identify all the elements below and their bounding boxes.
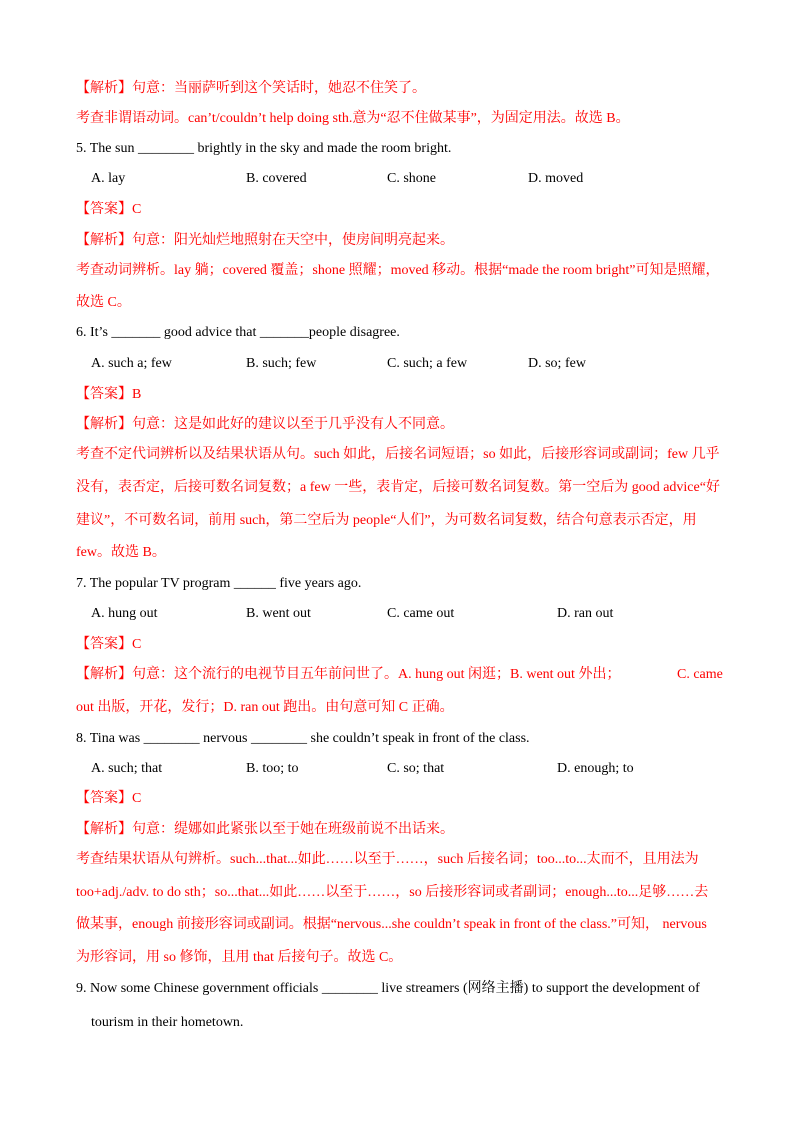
option-b: B. such; few: [246, 356, 317, 371]
option-b: B. too; to: [246, 761, 299, 776]
explanation-line: 【解析】句意：这是如此好的建议以至于几乎没有人不同意。: [76, 417, 454, 432]
option-a: A. such; that: [91, 761, 163, 776]
option-c: C. such; a few: [387, 356, 468, 371]
option-d: D. enough; to: [557, 761, 634, 776]
question-8: 8. Tina was ________ nervous ________ she couldn’t speak in front of the class.: [76, 731, 530, 746]
explanation-line: 【解析】句意：缇娜如此紧张以至于她在班级前说不出话来。: [76, 822, 454, 837]
explanation-line: 故选 C。: [76, 295, 131, 310]
explanation-line: 做某事，enough 前接形容词或副词。根据“nervous...she couldn’t speak in front of the class.”可知， nervous: [76, 917, 707, 932]
option-d: D. ran out: [557, 606, 614, 621]
explanation-line: 【解析】句意：当丽萨听到这个笑话时，她忍不住笑了。: [76, 81, 426, 96]
option-a: A. lay: [91, 171, 126, 186]
option-b: B. covered: [246, 171, 307, 186]
option-c: C. came out: [387, 606, 455, 621]
question-9-continued: tourism in their hometown.: [91, 1015, 244, 1030]
explanation-line: 考查结果状语从句辨析。such...that...如此……以至于……，such 后接名词；too...to...太而不，且用法为: [76, 852, 699, 867]
answer-line: 【答案】B: [76, 387, 142, 402]
option-d: D. moved: [528, 171, 584, 186]
explanation-line: 考查不定代词辨析以及结果状语从句。such 如此，后接名词短语；so 如此，后接形容词或副词；few 几乎: [76, 447, 720, 462]
answer-line: 【答案】C: [76, 202, 142, 217]
option-a: A. hung out: [91, 606, 158, 621]
option-c: C. shone: [387, 171, 436, 186]
explanation-fragment: C. came: [677, 667, 723, 682]
option-b: B. went out: [246, 606, 311, 621]
explanation-line: 【解析】句意：这个流行的电视节目五年前问世了。A. hung out 闲逛；B. went out 外出；: [76, 667, 621, 682]
option-a: A. such a; few: [91, 356, 172, 371]
explanation-line: 考查动词辨析。lay 躺；covered 覆盖；shone 照耀；moved 移动。根据“made the room bright”可知是照耀，: [76, 263, 720, 278]
option-c: C. so; that: [387, 761, 445, 776]
explanation-line: 建议”，不可数名词，前用 such，第二空后为 people“人们”，为可数名词复数，结合句意表示否定，用: [76, 513, 697, 528]
explanation-line: 为形容词，用 so 修饰，且用 that 后接句子。故选 C。: [76, 950, 403, 965]
answer-line: 【答案】C: [76, 637, 142, 652]
explanation-line: 没有，表否定，后接可数名词复数；a few 一些，表肯定，后接可数名词复数。第一空后为 good advice“好: [76, 480, 720, 495]
answer-line: 【答案】C: [76, 791, 142, 806]
explanation-line: 考查非谓语动词。can’t/couldn’t help doing sth.意为“忍不住做某事”，为固定用法。故选 B。: [76, 111, 630, 126]
question-7: 7. The popular TV program ______ five years ago.: [76, 576, 362, 591]
explanation-line: too+adj./adv. to do sth；so...that...如此……以至于……，so 后接形容词或者副词；enough...to...足够……去: [76, 885, 709, 900]
explanation-line: out 出版，开花，发行；D. ran out 跑出。由句意可知 C 正确。: [76, 700, 454, 715]
question-6: 6. It’s _______ good advice that _______people disagree.: [76, 325, 400, 340]
question-5: 5. The sun ________ brightly in the sky and made the room bright.: [76, 141, 452, 156]
question-9: 9. Now some Chinese government officials ________ live streamers (网络主播) to support the development of: [76, 981, 700, 996]
option-d: D. so; few: [528, 356, 586, 371]
explanation-line: 【解析】句意：阳光灿烂地照射在天空中，使房间明亮起来。: [76, 233, 454, 248]
explanation-line: few。故选 B。: [76, 545, 166, 560]
